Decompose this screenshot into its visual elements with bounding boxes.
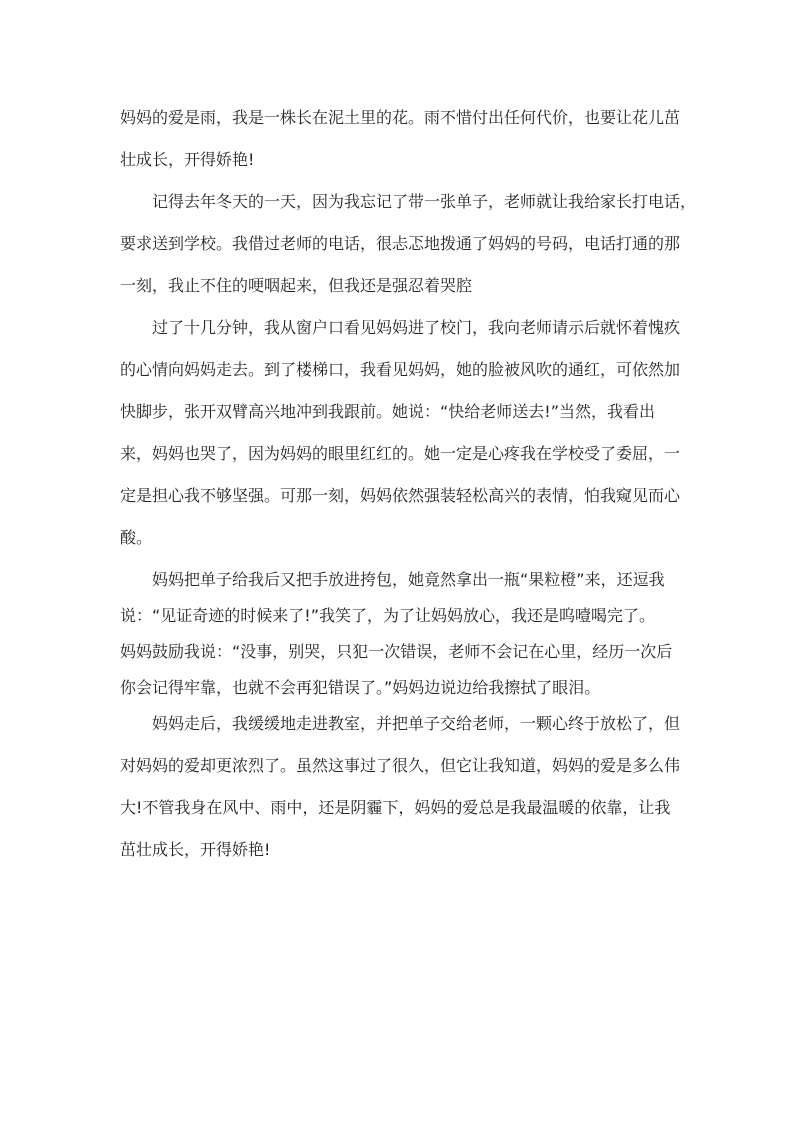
text-line: 你会记得牢靠，也就不会再犯错误了。”妈妈边说边给我擦拭了眼泪。 [120,678,601,697]
text-line: 一刻，我止不住的哽咽起来，但我还是强忍着哭腔 [120,276,473,295]
paragraph-1 [120,104,681,174]
essay-body [120,104,697,878]
text-line: 妈妈鼓励我说：“没事，别哭，只犯一次错误，老师不会记在心里，经历一次后 [120,642,673,661]
text-line: 要求送到学校。我借过老师的电话，很忐忑地拨通了妈妈的号码，电话打通的那 [120,234,681,253]
text-line: 过了十几分钟，我从窗户口看见妈妈进了校门，我向老师请示后就怀着愧疚 [152,318,681,337]
text-line: 快脚步，张开双臂高兴地冲到我跟前。她说：“快给老师送去!”当然，我看出 [120,402,655,421]
text-line: 酸。 [120,528,153,547]
paragraph-5 [120,710,681,864]
text-line: 定是担心我不够坚强。可那一刻，妈妈依然强装轻松高兴的表情，怕我窥见而心 [120,486,681,505]
text-line: 妈妈走后，我缓缓地走进教室，并把单子交给老师，一颗心终于放松了，但 [152,714,681,733]
paragraph-4 [120,566,678,702]
text-line: 来，妈妈也哭了，因为妈妈的眼里红红的。她一定是心疼我在学校受了委屈，一 [120,444,681,463]
text-line: 记得去年冬天的一天，因为我忘记了带一张单子，老师就让我给家长打电话， [152,192,697,211]
text-line: 的心情向妈妈走去。到了楼梯口，我看见妈妈，她的脸被风吹的通红，可依然加 [120,360,681,379]
text-line: 妈妈的爱是雨，我是一株长在泥土里的花。雨不惜付出任何代价，也要让花儿茁 [120,108,681,127]
paragraph-2 [120,188,697,300]
text-line: 茁壮成长，开得娇艳! [120,840,271,859]
text-line: 说：“见证奇迹的时候来了!”我笑了，为了让妈妈放心，我还是呜噎喝完了。 [120,606,655,625]
text-line: 壮成长，开得娇艳! [120,150,255,169]
paragraph-3 [120,314,681,552]
text-line: 大!不管我身在风中、雨中，还是阴霾下，妈妈的爱总是我最温暖的依靠，让我 [120,798,671,817]
text-line: 对妈妈的爱却更浓烈了。虽然这事过了很久，但它让我知道，妈妈的爱是多么伟 [120,756,681,775]
text-line: 妈妈把单子给我后又把手放进挎包，她竟然拿出一瓶“果粒橙”来，还逗我 [152,570,665,589]
